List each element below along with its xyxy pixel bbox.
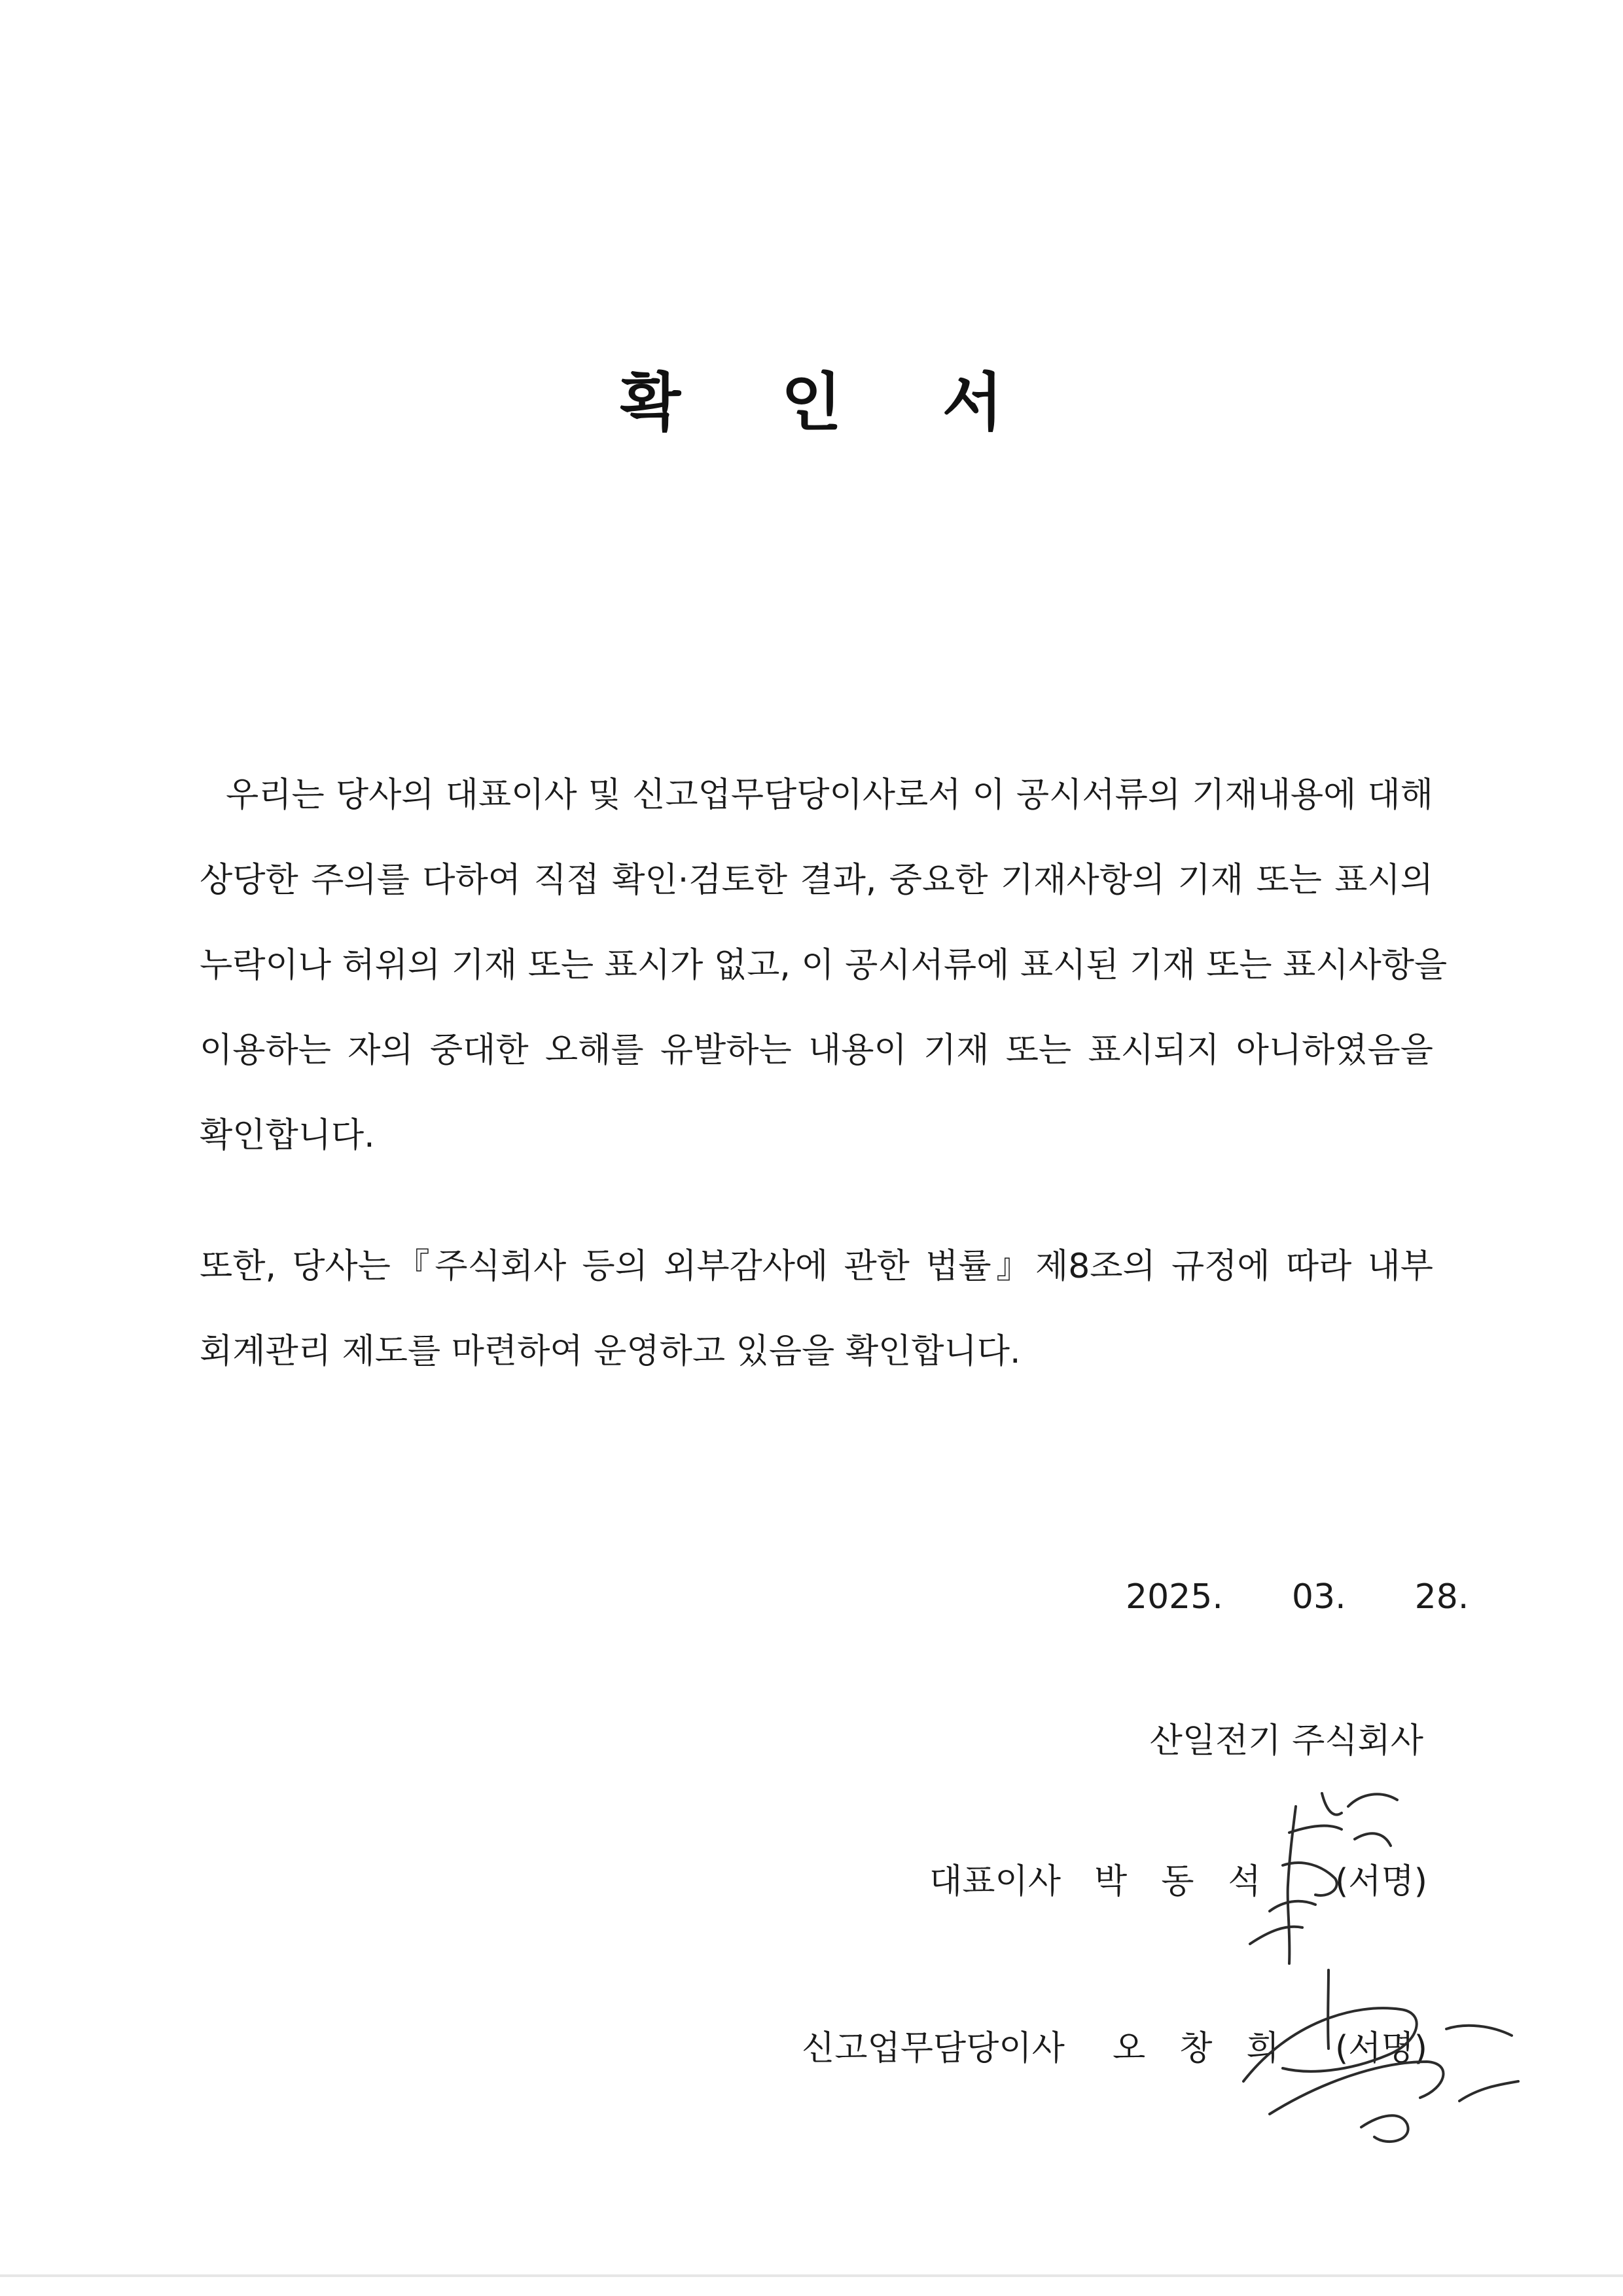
signer-name-ceo: 박동석 xyxy=(1094,1862,1295,1901)
paragraph-line: 이용하는 자의 중대한 오해를 유발하는 내용이 기재 또는 표시되지 아니하였음을 xyxy=(200,1031,1433,1070)
paragraph-confirmation xyxy=(200,753,1448,1178)
document-title: 확 인 서 xyxy=(620,366,1043,439)
paragraph-line: 또한, 당사는『주식회사 등의 외부감사에 관한 법률』제8조의 규정에 따라 내부 xyxy=(200,1247,1433,1286)
paragraph-line: 우리는 당사의 대표이사 및 신고업무담당이사로서 이 공시서류의 기재내용에 대해 xyxy=(226,776,1433,815)
paragraph-line: 확인합니다. xyxy=(200,1116,375,1155)
signature-label-ceo: (서명) xyxy=(1335,1862,1428,1901)
company-name: 산일전기 주식회사 xyxy=(1149,1721,1423,1761)
scan-edge-line xyxy=(0,2274,1623,2277)
paragraph-internal-control xyxy=(200,1224,1433,1394)
signer-role-ceo: 대표이사 xyxy=(929,1862,1061,1901)
paragraph-line: 상당한 주의를 다하여 직접 확인·검토한 결과, 중요한 기재사항의 기재 또는 표시의 xyxy=(200,861,1433,900)
paragraph-line: 누락이나 허위의 기재 또는 표시가 없고, 이 공시서류에 표시된 기재 또는 표시사항을 xyxy=(200,946,1448,985)
paragraph-line: 회계관리 제도를 마련하여 운영하고 있음을 확인합니다. xyxy=(200,1332,1021,1371)
signer-role-disclosure-officer: 신고업무담당이사 xyxy=(802,2029,1065,2068)
signature-label-disclosure-officer: (서명) xyxy=(1335,2029,1428,2068)
signer-name-disclosure-officer: 오창희 xyxy=(1113,2029,1313,2068)
document-date: 2025. 03. 28. xyxy=(1126,1577,1469,1617)
